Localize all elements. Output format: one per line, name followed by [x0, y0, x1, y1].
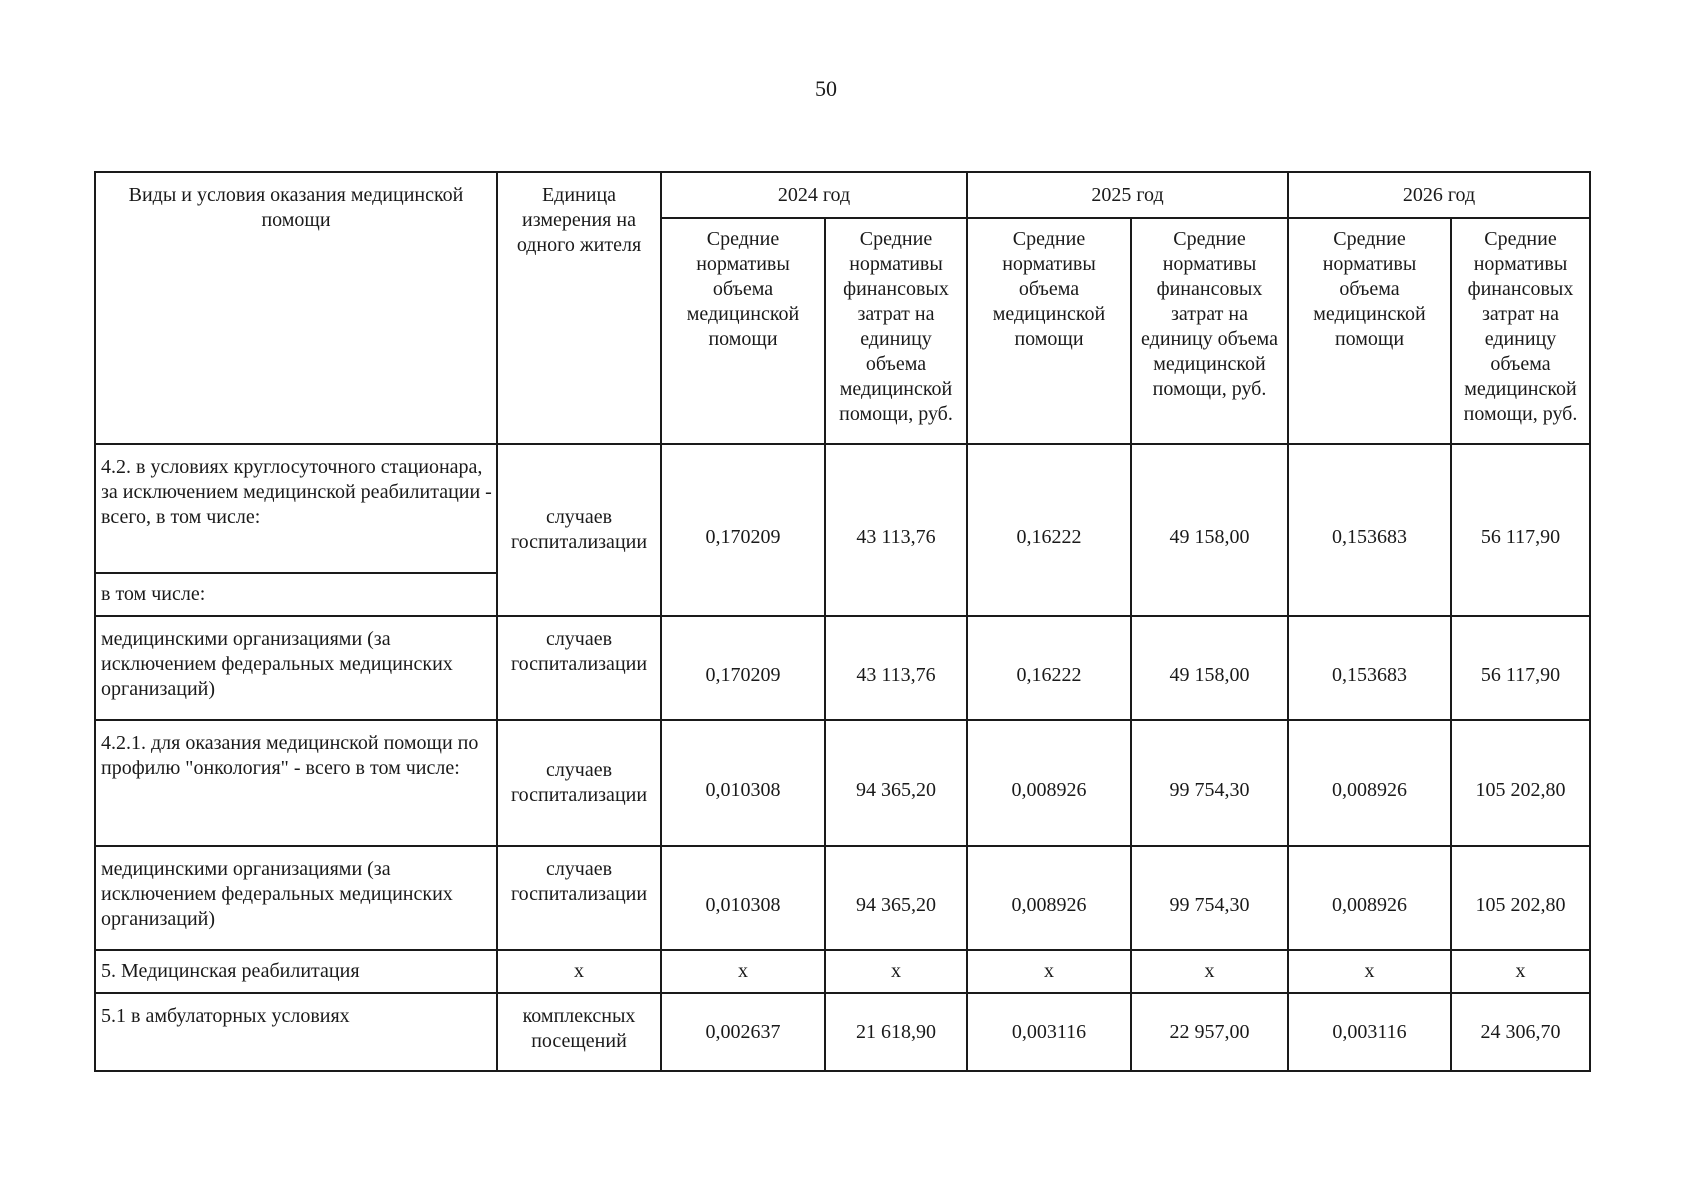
- norms-table: [94, 171, 1591, 1072]
- table-row: [95, 616, 1590, 720]
- value-cost-2025: 99 754,30: [1131, 846, 1288, 950]
- value-cost-2024: 94 365,20: [825, 846, 967, 950]
- value-cost-2025: x: [1131, 950, 1288, 993]
- header-year-2026: 2026 год: [1288, 172, 1590, 218]
- value-volume-2025: x: [967, 950, 1131, 993]
- value-cost-2024: x: [825, 950, 967, 993]
- value-cost-2026: 56 117,90: [1451, 444, 1590, 616]
- row-unit: комплексных посещений: [497, 993, 661, 1071]
- row-name: 5.1 в амбулаторных условиях: [95, 993, 497, 1071]
- value-volume-2024: x: [661, 950, 825, 993]
- value-volume-2025: 0,16222: [967, 616, 1131, 720]
- value-volume-2026: 0,003116: [1288, 993, 1451, 1071]
- row-name: медицинскими организациями (за исключением федеральных медицинских организаций): [95, 616, 497, 720]
- value-cost-2025: 49 158,00: [1131, 616, 1288, 720]
- row-unit: случаев госпитализации: [497, 444, 661, 616]
- row-sub-name: в том числе:: [95, 573, 497, 616]
- value-volume-2026: 0,008926: [1288, 846, 1451, 950]
- header-cost-2026: Средние нормативы финансовых затрат на единицу объема медицинской помощи, руб.: [1451, 218, 1590, 444]
- value-cost-2026: x: [1451, 950, 1590, 993]
- header-cost-2025: Средние нормативы финансовых затрат на единицу объема медицинской помощи, руб.: [1131, 218, 1288, 444]
- value-cost-2025: 99 754,30: [1131, 720, 1288, 846]
- value-cost-2024: 21 618,90: [825, 993, 967, 1071]
- row-unit: случаев госпитализации: [497, 846, 661, 950]
- value-cost-2025: 22 957,00: [1131, 993, 1288, 1071]
- value-volume-2025: 0,003116: [967, 993, 1131, 1071]
- header-volume-2025: Средние нормативы объема медицинской помощи: [967, 218, 1131, 444]
- table-row: [95, 720, 1590, 846]
- value-cost-2026: 24 306,70: [1451, 993, 1590, 1071]
- header-row-years: [95, 172, 1590, 218]
- header-unit: Единица измерения на одного жителя: [497, 172, 661, 444]
- table-row: [95, 444, 1590, 573]
- value-cost-2024: 43 113,76: [825, 616, 967, 720]
- value-volume-2025: 0,008926: [967, 846, 1131, 950]
- value-volume-2026: 0,153683: [1288, 444, 1451, 616]
- header-volume-2026: Средние нормативы объема медицинской помощи: [1288, 218, 1451, 444]
- header-year-2024: 2024 год: [661, 172, 967, 218]
- value-volume-2024: 0,170209: [661, 616, 825, 720]
- header-volume-2024: Средние нормативы объема медицинской помощи: [661, 218, 825, 444]
- value-cost-2026: 105 202,80: [1451, 846, 1590, 950]
- value-volume-2026: 0,008926: [1288, 720, 1451, 846]
- value-volume-2024: 0,170209: [661, 444, 825, 616]
- value-cost-2026: 105 202,80: [1451, 720, 1590, 846]
- row-name: 5. Медицинская реабилитация: [95, 950, 497, 993]
- table-row: [95, 993, 1590, 1071]
- value-volume-2026: 0,153683: [1288, 616, 1451, 720]
- header-year-2025: 2025 год: [967, 172, 1288, 218]
- header-name: Виды и условия оказания медицинской помощи: [95, 172, 497, 444]
- value-volume-2024: 0,002637: [661, 993, 825, 1071]
- table-row: [95, 950, 1590, 993]
- row-name: медицинскими организациями (за исключением федеральных медицинских организаций): [95, 846, 497, 950]
- row-name: 4.2.1. для оказания медицинской помощи по профилю "онкология" - всего в том числе:: [95, 720, 497, 846]
- value-volume-2025: 0,008926: [967, 720, 1131, 846]
- row-unit: случаев госпитализации: [497, 616, 661, 720]
- value-cost-2024: 43 113,76: [825, 444, 967, 616]
- value-volume-2024: 0,010308: [661, 846, 825, 950]
- row-unit: x: [497, 950, 661, 993]
- value-volume-2025: 0,16222: [967, 444, 1131, 616]
- value-cost-2026: 56 117,90: [1451, 616, 1590, 720]
- value-volume-2024: 0,010308: [661, 720, 825, 846]
- table-row: [95, 846, 1590, 950]
- page-number: 50: [815, 76, 837, 101]
- value-volume-2026: x: [1288, 950, 1451, 993]
- value-cost-2025: 49 158,00: [1131, 444, 1288, 616]
- value-cost-2024: 94 365,20: [825, 720, 967, 846]
- row-unit: случаев госпитализации: [497, 720, 661, 846]
- row-name: 4.2. в условиях круглосуточного стационара, за исключением медицинской реабилитации - всего, в том числе:: [95, 444, 497, 573]
- header-cost-2024: Средние нормативы финансовых затрат на единицу объема медицинской помощи, руб.: [825, 218, 967, 444]
